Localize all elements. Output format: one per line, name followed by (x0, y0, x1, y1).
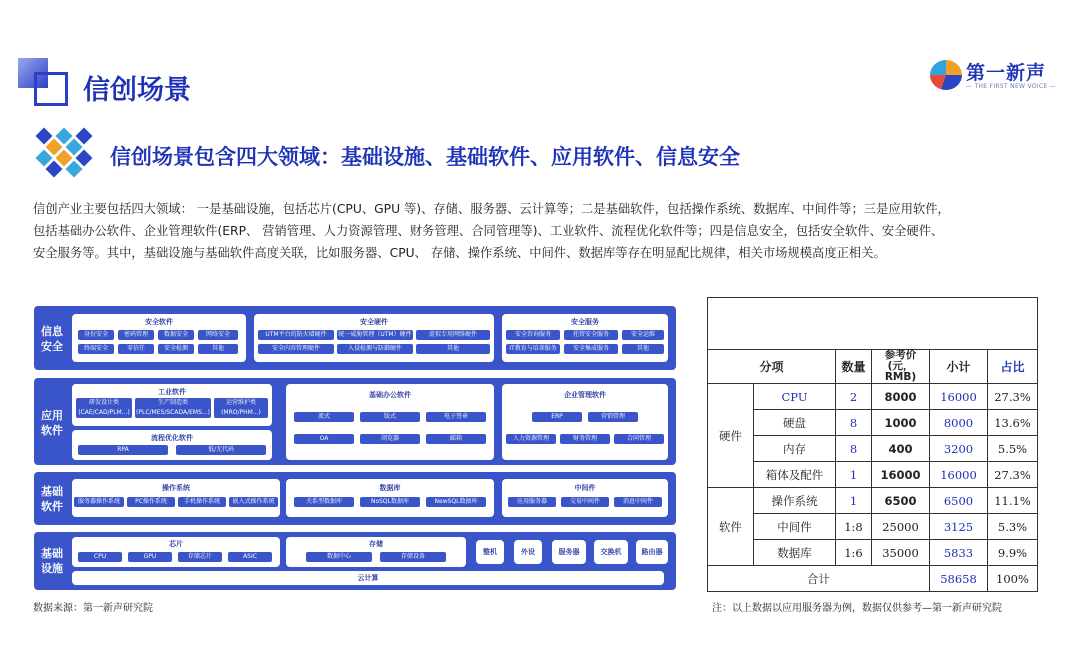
panel-title: 操作系统 (162, 484, 190, 492)
col-header: 小计 (930, 350, 988, 384)
table-cell: 2 (836, 384, 872, 410)
panel-title: 数据库 (379, 484, 401, 492)
panel-enterprise-software (502, 384, 668, 460)
chip: 嵌入式操作系统 (229, 497, 278, 507)
table-cell: 8 (836, 410, 872, 436)
chip: 终端安全 (78, 344, 114, 354)
chip: 人力资源管理 (506, 434, 556, 444)
chip: 入侵检测与防御硬件 (337, 344, 413, 354)
chip: 安全集成服务 (564, 344, 618, 354)
table-cell: 1:6 (836, 540, 872, 566)
chip: OA (294, 434, 354, 444)
table-cell: 400 (872, 436, 930, 462)
table-cell: 35000 (872, 540, 930, 566)
chip: UTM平台的防火墙硬件 (258, 330, 334, 340)
chip: 浏览器 (360, 434, 420, 444)
table-cell: 1000 (872, 410, 930, 436)
table-total-row (708, 566, 1038, 592)
table-note: 注：以上数据以应用服务器为例，数据仅供参考—第一新声研究院 (712, 603, 1002, 614)
chip: 托管安全服务 (564, 330, 618, 340)
panel-title: 存储 (369, 540, 383, 548)
device-chip: 外设 (514, 540, 542, 564)
panel-database (286, 479, 494, 517)
panel-title: 安全软件 (145, 318, 173, 326)
table-cell: 27.3% (988, 462, 1038, 488)
intro-paragraph (33, 198, 1043, 264)
chip: 运营维护类 (MRO/PHM...) (214, 398, 268, 418)
table-cell: 硬盘 (754, 410, 836, 436)
panel-security-software (72, 314, 246, 362)
chip: NewSQL数据库 (426, 497, 486, 507)
col-header: 分项 (708, 350, 836, 384)
chip: 电子签章 (426, 412, 486, 422)
intro-line: 安全服务等。其中，基础设施与基础软件高度关联，比如服务器、CPU、 存储、操作系统、中间件、数据库等存在明显配比规律，相关市场规模高度正相关。 (33, 246, 886, 260)
chip: 安全检测 (158, 344, 194, 354)
chip: 财务管理 (560, 434, 610, 444)
chip: 其他 (198, 344, 238, 354)
intro-line: 包括基础办公软件、企业管理软件(ERP、 营销管理、人力资源管理、财务管理、合同管理等)、工业软件、流程优化软件等；四是信息安全，包括安全软件、安全硬件、 (33, 224, 944, 238)
table-cell: 25000 (872, 514, 930, 540)
page-title: 信创场景 (83, 75, 191, 106)
title-decoration-icon (18, 58, 70, 108)
panel-security-services (502, 314, 668, 362)
table-cell: 16000 (930, 462, 988, 488)
chip: 关系型数据库 (294, 497, 354, 507)
band-label-application: 应用 软件 (41, 409, 63, 437)
chip: 其他 (622, 344, 664, 354)
chip: CPU (78, 552, 122, 562)
device-chip: 路由器 (636, 540, 668, 564)
chip: 合同管理 (614, 434, 664, 444)
panel-title: 基础办公软件 (369, 391, 411, 399)
col-header: 参考价 (元，RMB) (872, 350, 930, 384)
chip: 密码管理 (118, 330, 154, 340)
table-row (708, 410, 1038, 436)
chip: 版式 (360, 412, 420, 422)
chip: NoSQL数据库 (360, 497, 420, 507)
table-cell: 11.1% (988, 488, 1038, 514)
panel-process-software (72, 430, 272, 460)
section-subtitle: 信创场景包含四大领域：基础设施、基础软件、应用软件、信息安全 (110, 145, 740, 169)
table-cell: 13.6% (988, 410, 1038, 436)
chip: 安全咨询服务 (506, 330, 560, 340)
table-cell: 1 (836, 488, 872, 514)
panel-security-hardware (254, 314, 494, 362)
table-cell: 8 (836, 436, 872, 462)
table-blank-header (708, 298, 1038, 350)
table-cell: 数据库 (754, 540, 836, 566)
table-row (708, 384, 1038, 410)
chip: 流式 (294, 412, 354, 422)
device-chip: 交换机 (594, 540, 628, 564)
chip: 研发设计类 (CAE/CAD/PLM...) (76, 398, 132, 418)
table-cell: 5.5% (988, 436, 1038, 462)
chip: 其他 (416, 344, 490, 354)
chip: 身份安全 (78, 330, 114, 340)
panel-title: 企业管理软件 (564, 391, 606, 399)
chip: 零信任 (118, 344, 154, 354)
xinchuang-architecture-diagram (34, 306, 676, 591)
panel-title: 流程优化软件 (151, 434, 193, 442)
band-label-basic-software: 基础 软件 (41, 485, 63, 513)
chip: 营销管理 (588, 412, 638, 422)
brand-logo (930, 58, 1060, 94)
band-label-infrastructure: 基础 设施 (41, 547, 63, 575)
table-cell: 8000 (930, 410, 988, 436)
panel-title: 安全服务 (571, 318, 599, 326)
total-label: 合计 (708, 566, 930, 592)
table-cell: 3200 (930, 436, 988, 462)
band-basic-software (34, 472, 676, 525)
table-row (708, 540, 1038, 566)
table-cell: 操作系统 (754, 488, 836, 514)
table-cell: 3125 (930, 514, 988, 540)
logo-mark-icon (930, 60, 962, 90)
device-chip: 服务器 (552, 540, 586, 564)
band-application (34, 378, 676, 465)
band-label-security: 信息 安全 (41, 325, 63, 353)
chip: 服务器操作系统 (74, 497, 124, 507)
table-cell: 16000 (872, 462, 930, 488)
table-row (708, 488, 1038, 514)
chip: 手机操作系统 (178, 497, 226, 507)
table-cell: 1:8 (836, 514, 872, 540)
chip: IT教育与培训服务 (506, 344, 560, 354)
chip: 生产制造类 (PLC/MES/SCADA/EMS...) (136, 399, 210, 416)
chip: 虚拟专用网络硬件 (416, 330, 490, 340)
panel-cloud-computing: 云计算 (72, 571, 664, 585)
chip: 数据中心 (306, 552, 372, 562)
logo-subtext: — THE FIRST NEW VOICE — (966, 83, 1056, 90)
group-label: 软件 (708, 488, 754, 566)
table-header-row (708, 350, 1038, 384)
chip: 统一威胁管理（UTM）硬件 (338, 331, 412, 338)
chip: 交易中间件 (561, 497, 609, 507)
table-cell: 5833 (930, 540, 988, 566)
panel-storage (286, 537, 466, 567)
device-chip: 整机 (476, 540, 504, 564)
diamond-pattern-icon (32, 127, 96, 181)
group-label: 硬件 (708, 384, 754, 488)
col-header: 数量 (836, 350, 872, 384)
panel-chips (72, 537, 280, 567)
table-row (708, 514, 1038, 540)
table-cell: 内存 (754, 436, 836, 462)
table-cell: 27.3% (988, 384, 1038, 410)
panel-title: 工业软件 (158, 388, 186, 396)
table-cell: 6500 (872, 488, 930, 514)
table-cell: 9.9% (988, 540, 1038, 566)
panel-office-software (286, 384, 494, 460)
chip: 安全运维 (622, 330, 664, 340)
chip: 网络安全 (198, 330, 238, 340)
table-cell: 1 (836, 462, 872, 488)
table-cell: 16000 (930, 384, 988, 410)
table-row (708, 462, 1038, 488)
panel-title: 中间件 (574, 484, 596, 492)
panel-title: 芯片 (169, 540, 183, 548)
chip: 邮箱 (426, 434, 486, 444)
chip: 存储设备 (380, 552, 446, 562)
intro-line: 信创产业主要包括四大领域： 一是基础设施，包括芯片(CPU、GPU 等)、存储、服务器、云计算等；二是基础软件，包括操作系统、数据库、中间件等；三是应用软件， (33, 202, 950, 216)
chip: GPU (128, 552, 172, 562)
table-cell: CPU (754, 384, 836, 410)
chip: 低/无代码 (176, 445, 266, 455)
total-share: 100% (988, 566, 1038, 592)
panel-title: 安全硬件 (360, 318, 388, 326)
chip: 消息中间件 (614, 497, 662, 507)
panel-industrial-software (72, 384, 272, 426)
table-row (708, 436, 1038, 462)
chip: 安全内容管理硬件 (258, 344, 334, 354)
table-cell: 6500 (930, 488, 988, 514)
server-cost-table (707, 297, 1038, 592)
chip: 数据安全 (158, 330, 194, 340)
panel-middleware (502, 479, 668, 517)
chip: 应用服务器 (508, 497, 556, 507)
data-source: 数据来源：第一新声研究院 (33, 603, 153, 614)
logo-text: 第一新声 (966, 62, 1047, 84)
chip: ASIC (228, 552, 272, 562)
col-header: 占比 (988, 350, 1038, 384)
panel-os (72, 479, 280, 517)
chip: 存储芯片 (178, 552, 222, 562)
chip: ERP (532, 412, 582, 422)
band-infrastructure (34, 532, 676, 590)
chip: RPA (78, 445, 168, 455)
table-cell: 中间件 (754, 514, 836, 540)
table-cell: 箱体及配件 (754, 462, 836, 488)
chip: PC操作系统 (127, 497, 175, 507)
total-subtotal: 58658 (930, 566, 988, 592)
band-security (34, 306, 676, 370)
table-cell: 5.3% (988, 514, 1038, 540)
table-cell: 8000 (872, 384, 930, 410)
